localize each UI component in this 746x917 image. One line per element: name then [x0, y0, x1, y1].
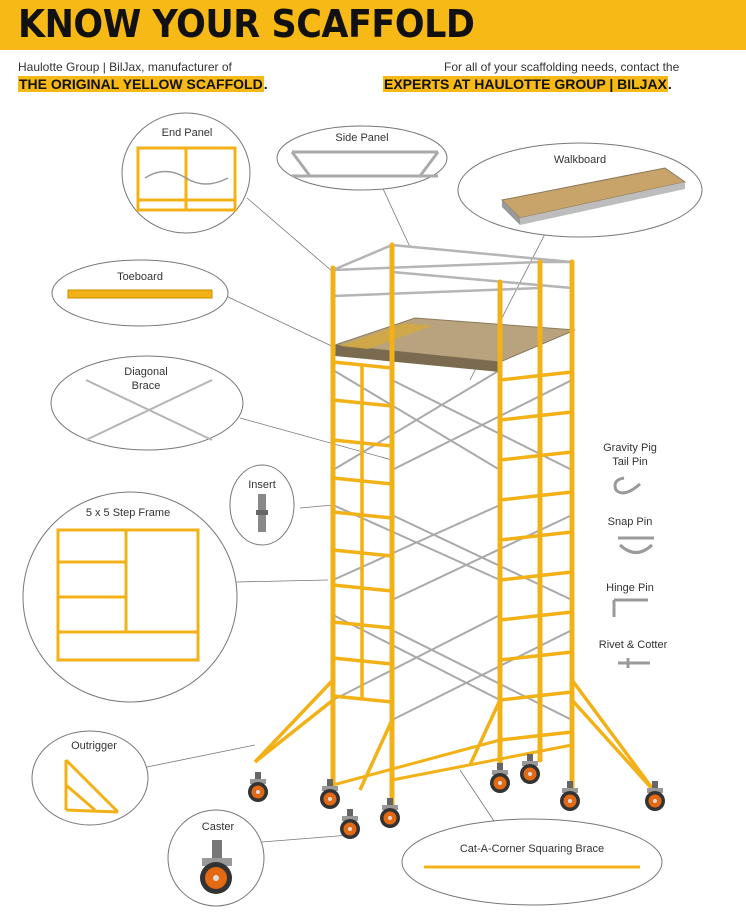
right-highlight-text: EXPERTS AT HAULOTTE GROUP | BILJAX	[384, 76, 667, 92]
left-highlight-text: THE ORIGINAL YELLOW SCAFFOLD	[19, 76, 263, 92]
walkboard-label: Walkboard	[553, 154, 607, 166]
rivet-cotter-icon	[618, 658, 650, 668]
snap-pin-icon	[618, 538, 654, 553]
side-panel-label: Side Panel	[335, 132, 389, 144]
hinge-pin-icon	[614, 600, 648, 617]
end-panel-label: End Panel	[161, 127, 213, 139]
squaring-brace-callout	[402, 819, 662, 905]
right-subtitle: For all of your scaffolding needs, contact the	[444, 60, 680, 74]
insert-label: Insert	[248, 479, 276, 491]
toeboard-label: Toeboard	[117, 271, 163, 283]
hinge-pin-label: Hinge Pin	[606, 582, 654, 594]
left-highlight-period: .	[263, 76, 268, 92]
rivet-cotter-label: Rivet & Cotter	[598, 639, 668, 651]
snap-pin-label: Snap Pin	[607, 516, 653, 528]
gravity-pin-label-2: Tail Pin	[612, 456, 648, 468]
right-highlight-period: .	[667, 76, 672, 92]
gravity-pin-icon	[615, 478, 640, 493]
caster-label: Caster	[201, 821, 235, 833]
page-title: KNOW YOUR SCAFFOLD	[18, 2, 475, 46]
step-frame-label: 5 x 5 Step Frame	[85, 507, 171, 519]
diagonal-brace-label-1: Diagonal	[124, 366, 168, 378]
toeboard-illustration	[68, 290, 212, 298]
outrigger-label: Outrigger	[71, 740, 117, 752]
left-subtitle: Haulotte Group | BilJax, manufacturer of	[18, 60, 232, 74]
diagonal-brace-label-2: Brace	[131, 380, 161, 392]
squaring-brace-label: Cat-A-Corner Squaring Brace	[459, 843, 605, 855]
scaffold-tower	[248, 245, 665, 839]
gravity-pin-label-1: Gravity Pig	[603, 442, 657, 454]
step-frame-callout	[23, 492, 237, 702]
